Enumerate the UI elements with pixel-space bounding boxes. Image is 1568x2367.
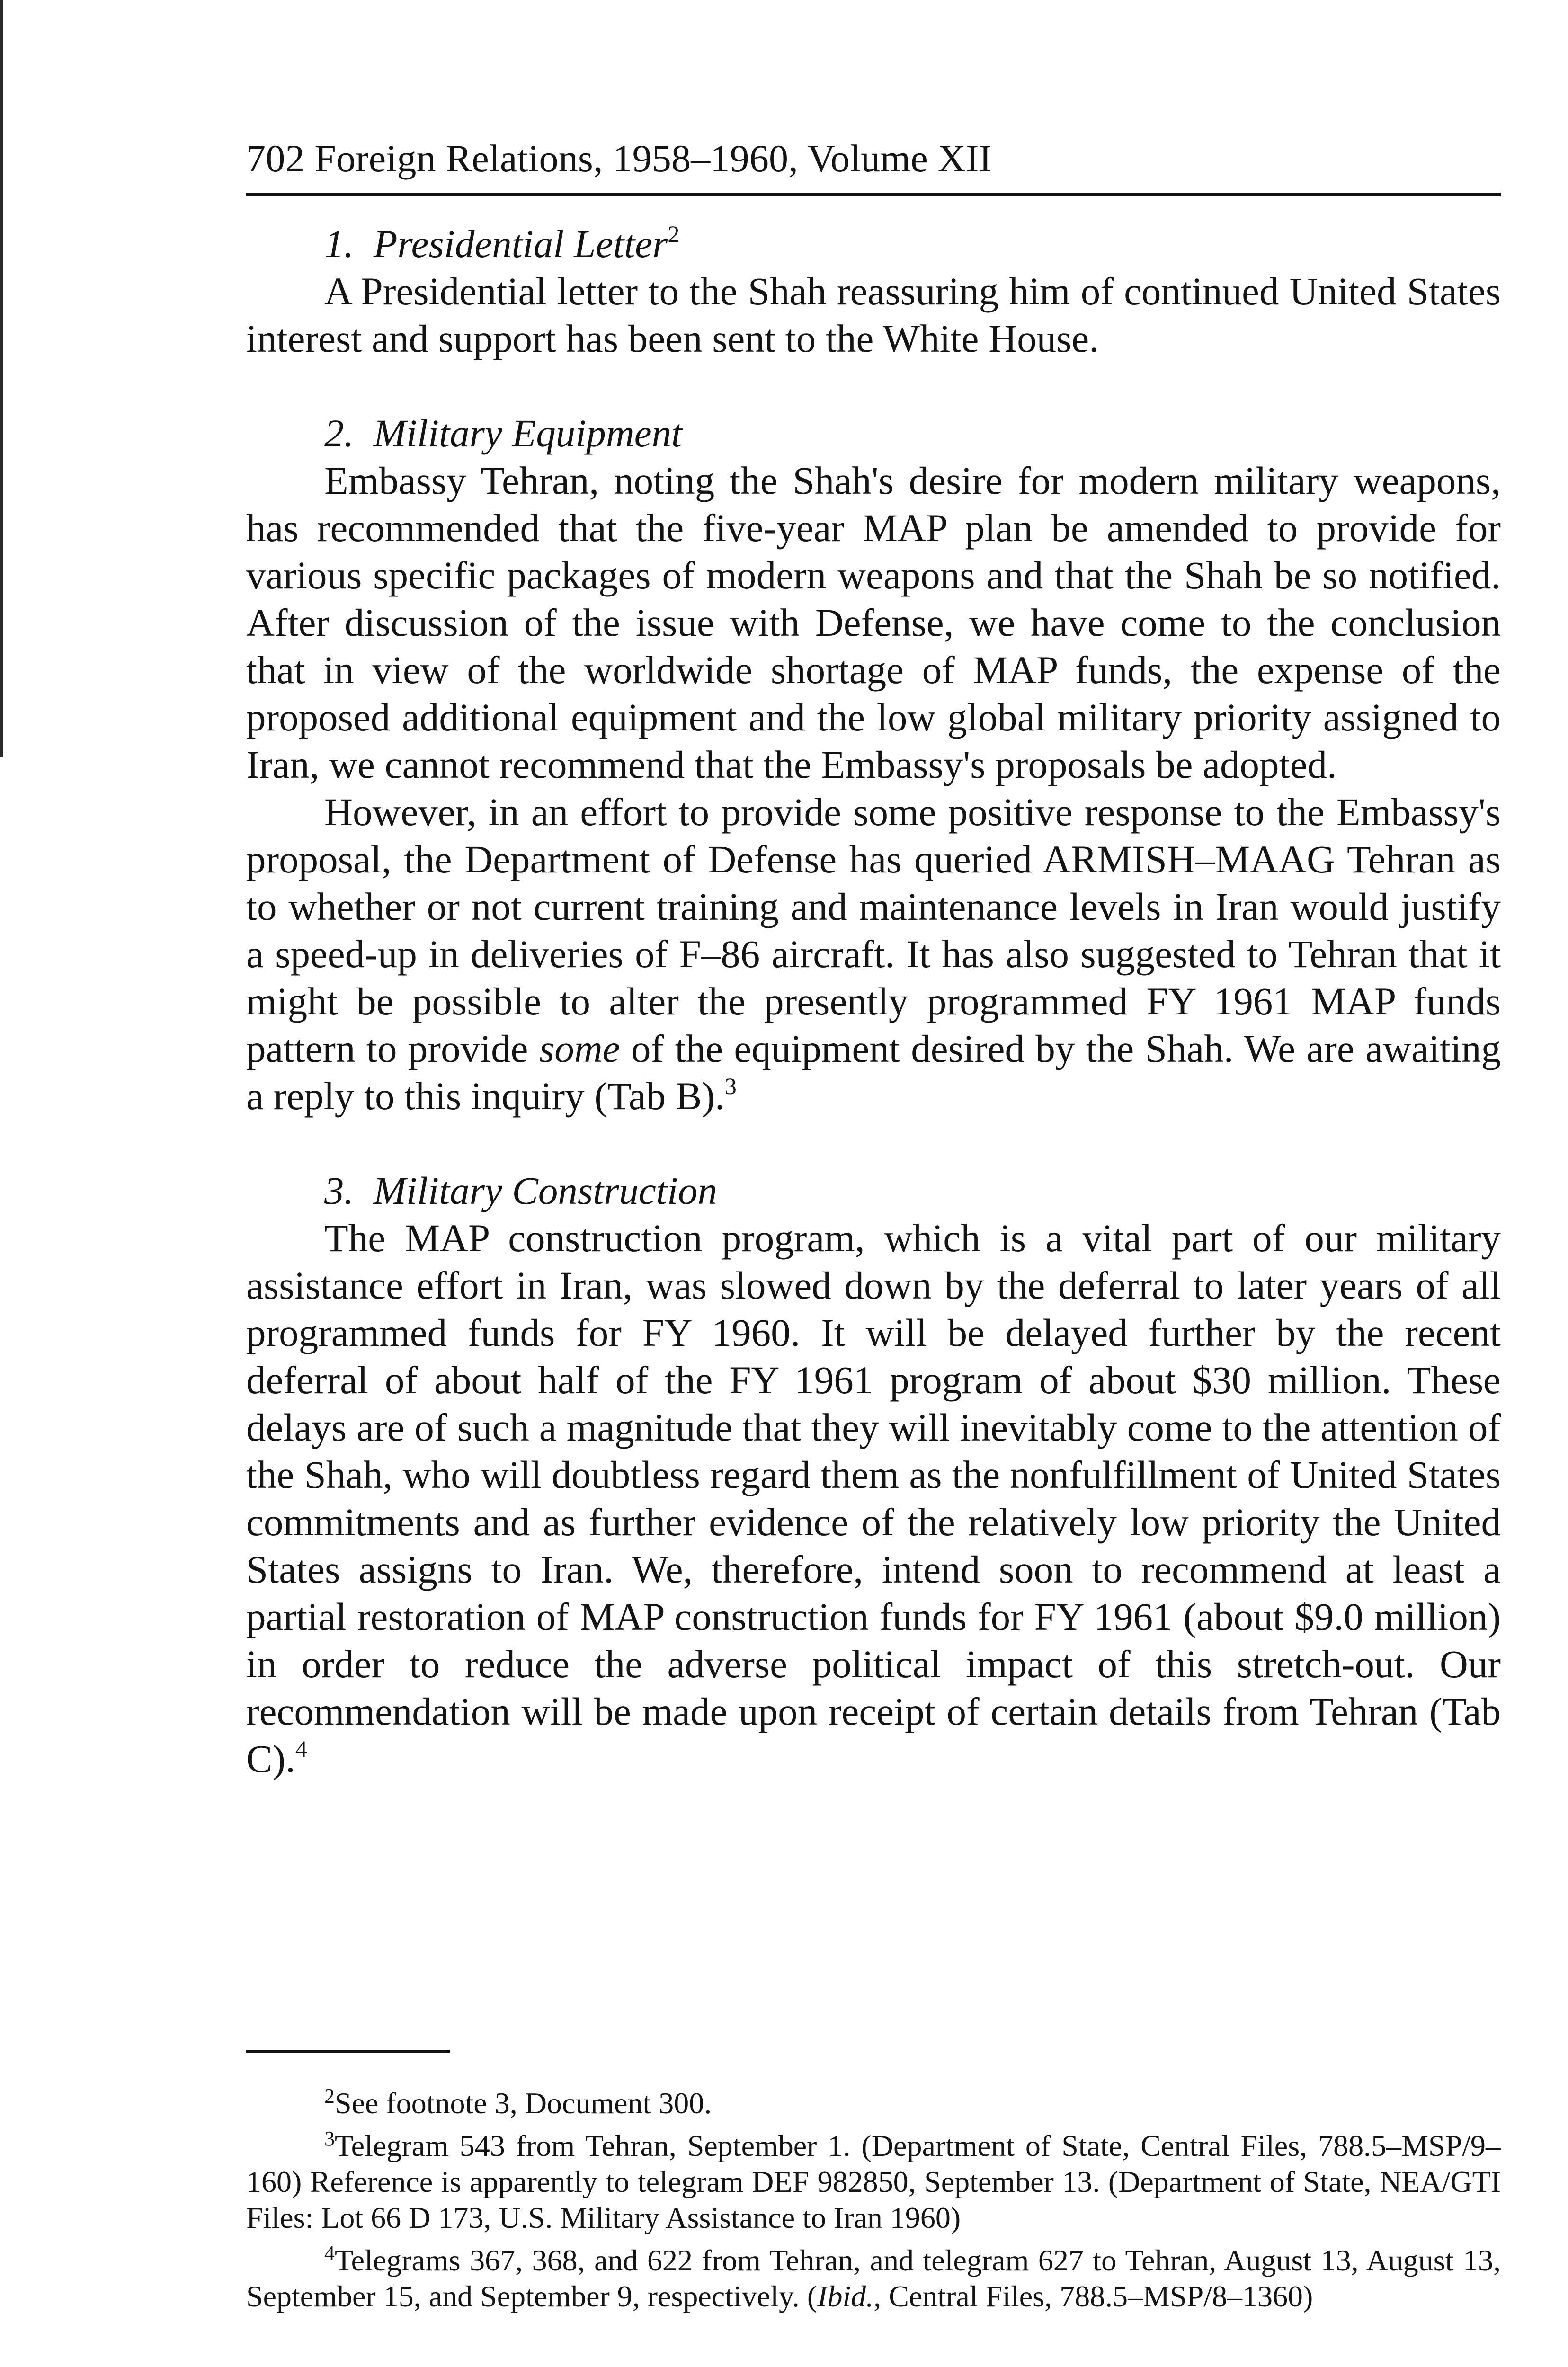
header-rule <box>246 193 1501 196</box>
paragraph-text: However, in an effort to provide some positive response to the Embassy's proposal, the Department of Defense has queried ARMISH–MAAG Tehran as to whether or not current training and maintenance levels in Iran would justify a speed-up in deliveries of F–86 aircraft. It has also suggested to Tehran that it might be possible to alter the presently programmed FY 1961 MAP funds pattern to provide <box>246 790 1501 1070</box>
spacer <box>246 362 1501 409</box>
section-heading-presidential-letter <box>246 220 1501 267</box>
section-number: 1. <box>324 222 354 266</box>
paragraph: A Presidential letter to the Shah reassuring him of continued United States interest and support has been sent to the White House. <box>246 269 1501 360</box>
footnote-ref: 3 <box>724 1073 737 1099</box>
section-title: Military Equipment <box>373 411 683 455</box>
paragraph-text: of the equipment desired by the Shah. We are awaiting a reply to this inquiry (Tab B). <box>246 1027 1501 1118</box>
footnote <box>246 2085 1501 2121</box>
footnote-ref: 2 <box>668 221 680 247</box>
footnote-italic: Ibid. <box>817 2279 874 2313</box>
footnote-text: Telegrams 367, 368, and 622 from Tehran, and telegram 627 to Tehran, August 13, August 13, September 15, and September 9, respectively. ( <box>246 2243 1501 2313</box>
footnote-ref: 4 <box>295 1735 307 1762</box>
paragraph-text: The MAP construction program, which is a vital part of our military assistance effort in Iran, was slowed down by the deferral to later years of all programmed funds for FY 1960. It will be delayed further by the recent deferral of about half of the FY 1961 program of about $30 million. These delays are of such a magnitude that they will inevitably come to the attention of the Shah, who will doubtless regard them as the nonfulfillment of United States commitments and as further evidence of the relatively low priority the United States assigns to Iran. We, therefore, intend soon to recommend at least a partial restoration of MAP construction funds for FY 1961 (about $9.0 million) in order to reduce the adverse political impact of this stretch-out. Our recommendation will be made upon receipt of certain details from Tehran (Tab C). <box>246 1216 1501 1780</box>
footnotes <box>246 2085 1501 2321</box>
footnote-number: 3 <box>324 2127 335 2150</box>
footnote-rule <box>246 2050 450 2053</box>
paragraph <box>246 1214 1501 1782</box>
book-page <box>246 135 1501 2313</box>
footnote-text: See footnote 3, Document 300. <box>335 2086 712 2120</box>
section-heading-military-equipment <box>246 409 1501 457</box>
footnote-number: 4 <box>324 2242 335 2265</box>
paragraph: Embassy Tehran, noting the Shah's desire for modern military weapons, has recommended that the five-year MAP plan be amended to provide for various specific packages of modern weapons and that the Shah be so notified. After discussion of the issue with Defense, we have come to the conclusion that in view of the worldwide shortage of MAP funds, the expense of the proposed additional equipment and the low global military priority assigned to Iran, we cannot recommend that the Embassy's proposals be adopted. <box>246 459 1501 786</box>
footnote <box>246 2242 1501 2314</box>
spacer <box>246 1120 1501 1167</box>
paragraph <box>246 788 1501 1120</box>
section-heading-military-construction <box>246 1167 1501 1214</box>
footnote-text: Telegram 543 from Tehran, September 1. (Department of State, Central Files, 788.5–MSP/9–160) Reference is apparently to telegram DEF 982850, September 13. (Department of State, NEA/GTI Files: Lot 66 D 173, U.S. Military Assistance to Iran 1960) <box>246 2129 1501 2234</box>
footnote-number: 2 <box>324 2084 335 2108</box>
section-number: 2. <box>324 411 354 455</box>
section-number: 3. <box>324 1169 354 1212</box>
footnote-text: , Central Files, 788.5–MSP/8–1360) <box>873 2279 1313 2313</box>
running-head: 702 Foreign Relations, 1958–1960, Volume XII <box>246 137 992 180</box>
footnote <box>246 2128 1501 2236</box>
section-title: Military Construction <box>373 1169 717 1212</box>
section-title: Presidential Letter <box>373 222 668 266</box>
scan-edge-shadow <box>0 0 3 757</box>
body-text <box>246 220 1501 1782</box>
emphasis-text: some <box>539 1027 620 1070</box>
